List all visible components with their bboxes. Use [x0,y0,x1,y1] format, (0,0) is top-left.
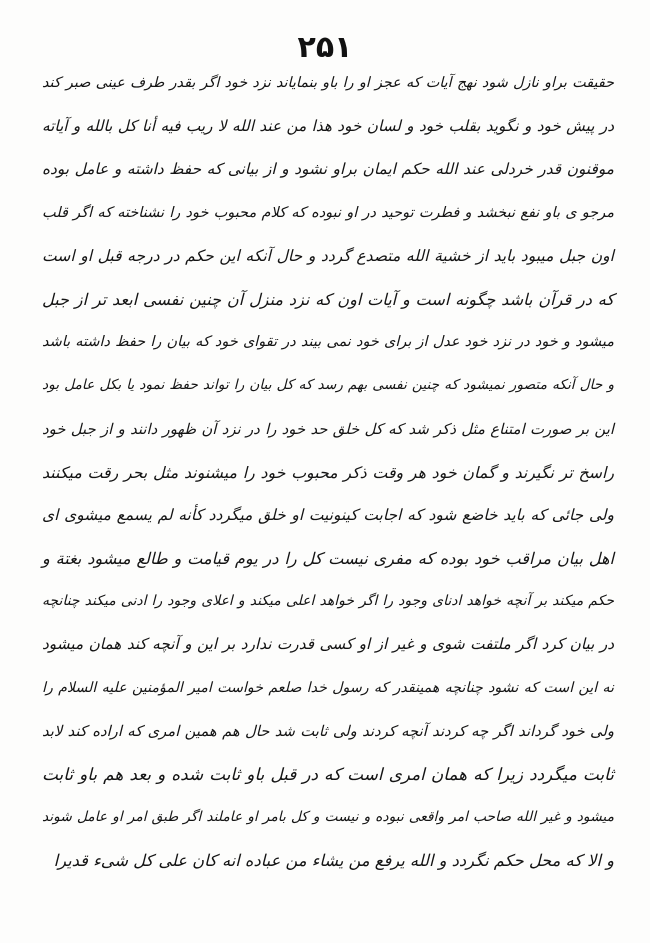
text-line-19: و الا که محل حکم نگردد و الله یرفع من یشاء من عباده انه کان علی کل شیء قدیرا [53,851,614,871]
text-line-9: این بر صورت امتناع مثل ذکر شد که کل خلق حد خود را در نزد آن ظهور دانند و از جبل خود [42,419,614,438]
text-line-15: نه این است که نشود چنانچه همینقدر که رسول خدا صلعم خواست امیر المؤمنین علیه السلام را [42,679,614,696]
text-line-3: موقنون قدر خردلی عند الله حکم ایمان براو نشود و از بیانی که حفظ داشته و عامل بوده [42,160,614,179]
text-line-16: ولی خود گرداند اگر چه کردند آنچه کردند ولی ثابت شد حال هم همین امری که اراده کند لابد [42,722,614,740]
text-line-10: راسخ تر نگیرند و گمان خود هر وقت ذکر محبوب خود را میشنوند مثل بحر رقت میکنند [42,462,614,482]
text-line-5: اون جبل میبود باید از خشیة الله متصدع گردد و حال آنکه این حکم در درجه قبل او است [42,246,614,265]
text-line-12: اهل بیان مراقب خود بوده که مفری نیست کل را در یوم قیامت و طالع میشود بغتة و [42,549,614,569]
text-line-7: میشود و خود در نزد خود عدل از برای خود نمی بیند در تقوای خود که بیان را حفظ داشته باشد [42,334,614,351]
text-line-8: و حال آنکه متصور نمیشود که چنین نفسی بهم رسد که کل بیان را تواند حفظ نمود یا بکل عامل بود [42,377,614,394]
page-number: ۲۵۱ [297,30,353,65]
text-line-17: ثابت میگردد زیرا که همان امری است که در قبل باو ثابت شده و بعد هم باو ثابت [42,764,614,784]
text-line-1: حقیقت براو نازل شود نهج آیات که عجز او را باو بنمایاند نزد خود اگر بقدر طرف عینی صبر کند [42,75,614,91]
text-line-11: ولی جائی که باید خاضع شود که اجابت کینونیت او خلق میگردد کأنه لم یسمع میشوی ای [42,505,614,524]
text-line-14: در بیان کرد اگر ملتفت شوی و غیر از او کسی قدرت ندارد بر این و آنچه کند همان میشود [42,635,614,654]
text-line-2: در پیش خود و نگوید بقلب خود و لسان خود هذا من عند الله لا ریب فیه أنا کل بالله و آیاته [42,117,614,136]
text-line-4: مرجو ی باو نفع نبخشد و فطرت توحید در او نبوده که کلام محبوب خود را نشناخته که اگر قلب [42,204,614,221]
text-line-18: میشود و غیر الله صاحب امر واقعی نبوده و نیست و کل بامر او عاملند اگر طبق امر او عامل شوند [42,809,614,826]
text-line-6: که در قرآن باشد چگونه است و آیات اون که نزد منزل آن چنین نفسی ابعد تر از جبل [42,289,614,309]
text-line-13: حکم میکند بر آنچه خواهد ادنای وجود را اگر خواهد اعلی میکند و اعلای وجود را ادنی میکند چنانچه [42,593,614,610]
body-text [42,62,614,883]
